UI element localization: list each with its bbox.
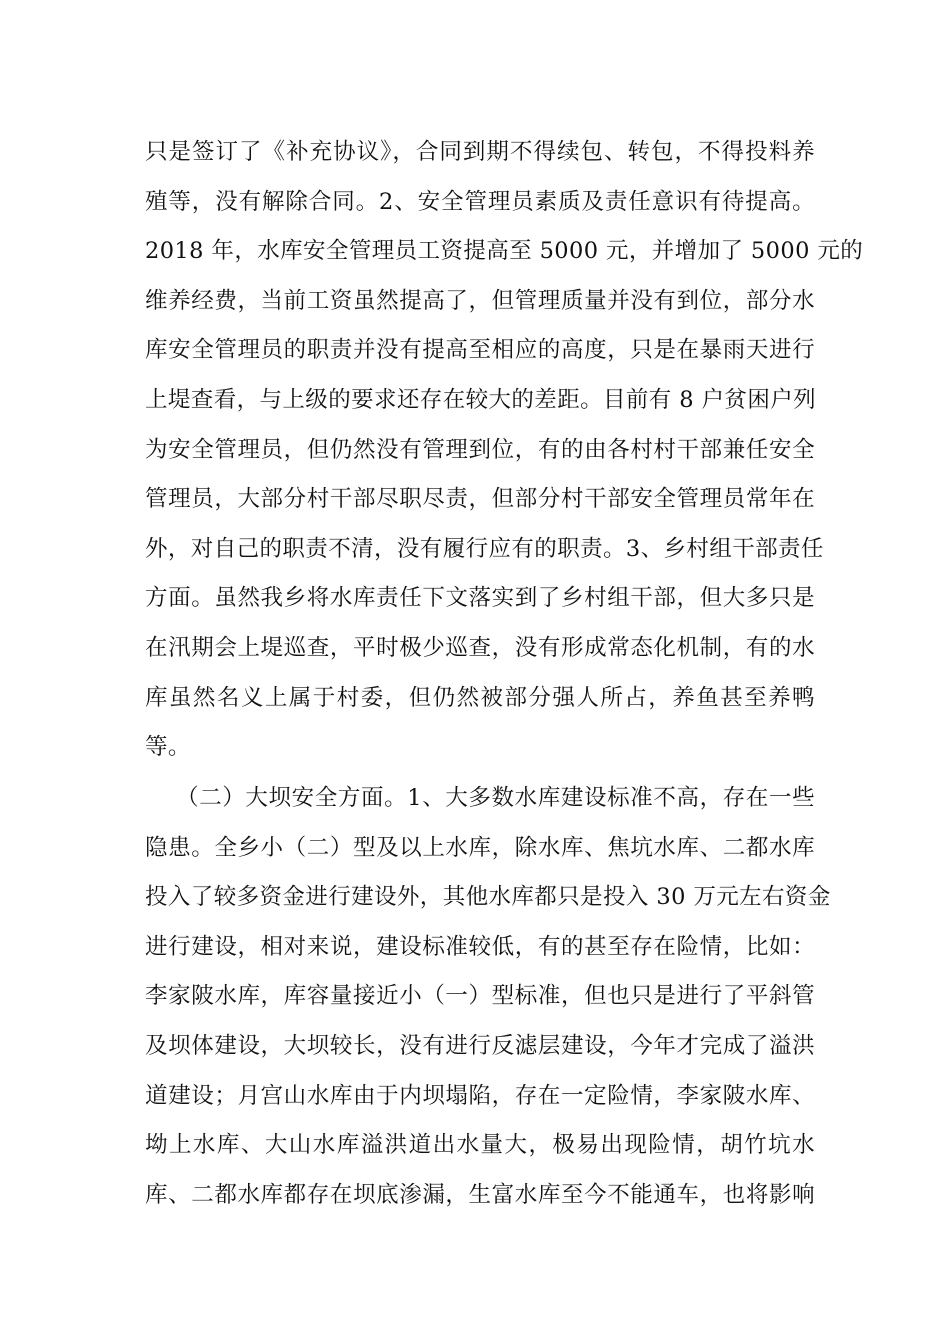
text-line: 2018 年，水库安全管理员工资提高至 5000 元，并增加了 5000 元的 — [145, 238, 864, 265]
paragraph-2 — [145, 774, 831, 1220]
text-line: 坳上水库、大山水库溢洪道出水量大，极易出现险情，胡竹坑水 — [145, 1132, 815, 1159]
text-line: 外，对自己的职责不清，没有履行应有的职责。3、乡村组干部责任 — [145, 535, 824, 562]
paragraph-1 — [145, 128, 864, 773]
text-line: 管理员，大部分村干部尽职尽责，但部分村干部安全管理员常年在 — [145, 486, 815, 513]
text-line: 等。 — [145, 734, 191, 761]
text-line: 殖等，没有解除合同。2、安全管理员素质及责任意识有待提高。 — [145, 188, 815, 215]
text-line: 道建设；月宫山水库由于内坝塌陷，存在一定险情，李家陂水库、 — [145, 1082, 815, 1109]
text-line: 为安全管理员，但仍然没有管理到位，有的由各村村干部兼任安全 — [145, 436, 815, 463]
text-line: 在汛期会上堤巡查，平时极少巡查，没有形成常态化机制，有的水 — [145, 634, 815, 661]
text-line: （二）大坝安全方面。1、大多数水库建设标准不高，存在一些 — [145, 785, 815, 811]
text-line: 库虽然名义上属于村委，但仍然被部分强人所占，养鱼甚至养鸭 — [145, 684, 815, 711]
text-line: 只是签订了《补充协议》，合同到期不得续包、转包，不得投料养 — [145, 139, 815, 165]
text-line: 投入了较多资金进行建设外，其他水库都只是投入 30 万元左右资金 — [145, 884, 831, 911]
text-line: 方面。虽然我乡将水库责任下文落实到了乡村组干部，但大多只是 — [145, 585, 815, 612]
text-line: 维养经费，当前工资虽然提高了，但管理质量并没有到位，部分水 — [145, 287, 815, 314]
text-line: 库安全管理员的职责并没有提高至相应的高度，只是在暴雨天进行 — [145, 337, 815, 364]
text-line: 及坝体建设，大坝较长，没有进行反滤层建设，今年才完成了溢洪 — [145, 1032, 815, 1059]
text-line: 库、二都水库都存在坝底渗漏，生富水库至今不能通车，也将影响 — [145, 1181, 815, 1208]
text-line: 李家陂水库，库容量接近小（一）型标准，但也只是进行了平斜管 — [145, 983, 815, 1010]
text-line: 进行建设，相对来说，建设标准较低，有的甚至存在险情，比如： — [145, 933, 815, 960]
text-line: 隐患。全乡小（二）型及以上水库，除水库、焦坑水库、二都水库 — [145, 834, 815, 861]
text-line: 上堤查看，与上级的要求还存在较大的差距。目前有 8 户贫困户列 — [145, 386, 817, 413]
